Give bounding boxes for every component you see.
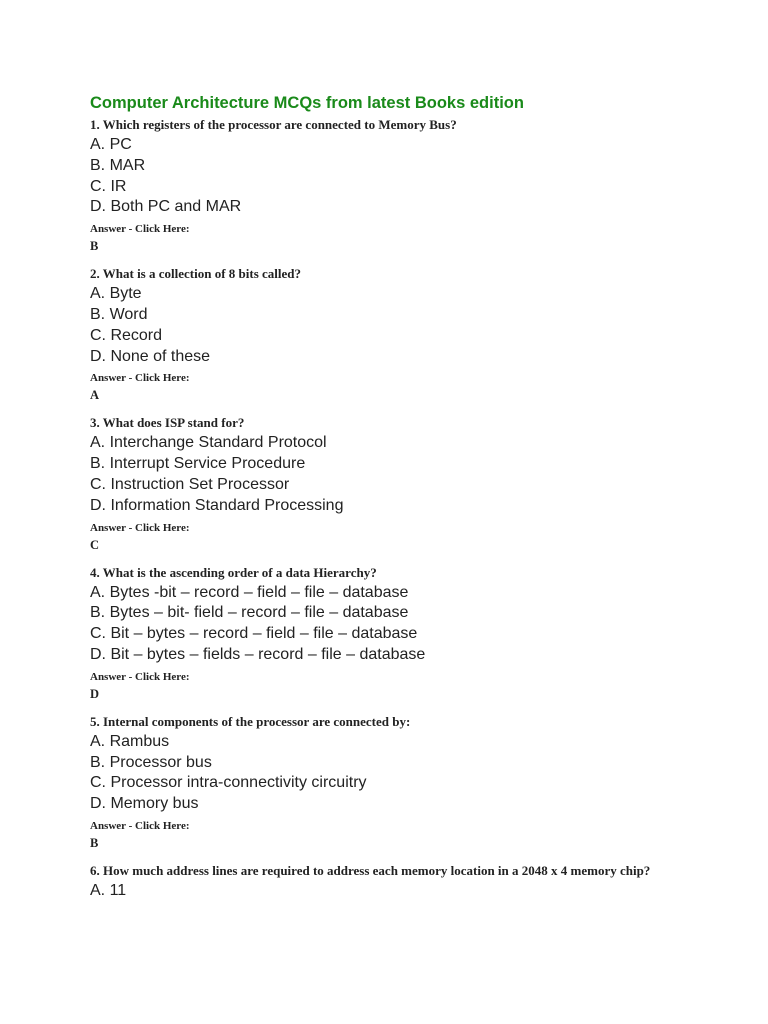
- option-a: A. 11: [90, 881, 127, 899]
- option-c: C. Bit – bytes – record – field – file – database: [90, 625, 418, 643]
- option-d: D. Both PC and MAR: [90, 198, 242, 216]
- answer-value: A: [90, 388, 100, 403]
- options-list: [90, 433, 730, 516]
- question-text: 4. What is the ascending order of a data Hierarchy?: [90, 564, 377, 580]
- options-list: [90, 284, 730, 367]
- document-page: [90, 92, 730, 911]
- question-text: 3. What does ISP stand for?: [90, 415, 245, 431]
- option-b: B. Bytes – bit- field – record – file – database: [90, 604, 409, 622]
- option-b: B. Processor bus: [90, 753, 212, 771]
- question-block: [90, 861, 730, 902]
- answer-reveal-link[interactable]: Answer - Click Here:: [90, 521, 190, 534]
- option-a: A. Rambus: [90, 732, 170, 750]
- question-block: [90, 712, 730, 852]
- answer-value: C: [90, 537, 100, 552]
- option-d: D. Memory bus: [90, 795, 199, 813]
- question-block: [90, 413, 730, 553]
- option-b: B. Interrupt Service Procedure: [90, 455, 306, 473]
- options-list: [90, 732, 730, 815]
- document-title: Computer Architecture MCQs from latest Books edition: [90, 94, 524, 112]
- options-list: [90, 135, 730, 218]
- question-text: 2. What is a collection of 8 bits called?: [90, 266, 302, 282]
- question-text: 6. How much address lines are required to address each memory location in a 2048 x 4 memory chip?: [90, 862, 651, 878]
- question-text: 1. Which registers of the processor are connected to Memory Bus?: [90, 117, 457, 132]
- options-list: [90, 881, 730, 902]
- question-block: [90, 563, 730, 703]
- option-c: C. Record: [90, 326, 163, 344]
- option-d: D. Information Standard Processing: [90, 496, 344, 514]
- option-c: C. IR: [90, 177, 127, 195]
- option-d: D. Bit – bytes – fields – record – file – database: [90, 645, 426, 663]
- option-c: C. Processor intra-connectivity circuitry: [90, 774, 367, 792]
- option-b: B. MAR: [90, 156, 146, 174]
- answer-value: B: [90, 835, 99, 850]
- answer-reveal-link[interactable]: Answer - Click Here:: [90, 670, 190, 683]
- option-a: A. Bytes -bit – record – field – file – database: [90, 583, 409, 601]
- options-list: [90, 583, 730, 666]
- option-a: A. PC: [90, 136, 132, 153]
- question-text: 5. Internal components of the processor are connected by:: [90, 713, 411, 729]
- answer-reveal-link[interactable]: Answer - Click Here:: [90, 223, 190, 236]
- question-block: [90, 115, 730, 255]
- answer-value: D: [90, 686, 100, 701]
- question-block: [90, 264, 730, 404]
- option-a: A. Byte: [90, 285, 142, 303]
- option-a: A. Interchange Standard Protocol: [90, 434, 327, 452]
- option-b: B. Word: [90, 305, 148, 323]
- option-c: C. Instruction Set Processor: [90, 475, 290, 493]
- option-d: D. None of these: [90, 347, 211, 365]
- answer-reveal-link[interactable]: Answer - Click Here:: [90, 372, 190, 385]
- answer-value: B: [90, 239, 99, 254]
- answer-reveal-link[interactable]: Answer - Click Here:: [90, 819, 190, 832]
